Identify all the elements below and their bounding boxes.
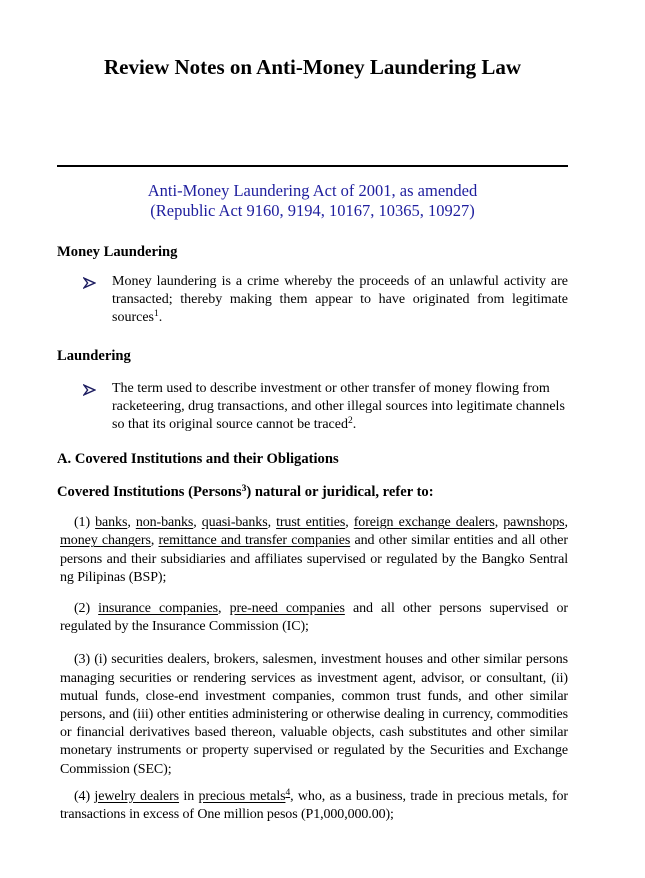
horizontal-rule [57,165,568,167]
subtitle-line-1: Anti-Money Laundering Act of 2001, as amended [147,181,478,200]
heading-covered-institutions: Covered Institutions (Persons$^3$) natural or juridical, refer to: [57,484,434,501]
subtitle [57,181,568,221]
document-title: Review Notes on Anti-Money Laundering Law [103,55,522,79]
heading-laundering: Laundering [57,347,131,364]
covered-item-3: (3) (i) securities dealers, brokers, salesmen, investment houses and other similar persons managing securities or rendering services as investment agent, advisor, or consultant, (ii) mutual funds, close-end investment companies, common trust funds, and other similar persons, and (iii) other entities administering or otherwise dealing in currency, commodities or financial derivatives based thereon, valuable objects, cash substitutes and other similar monetary instruments or property supervised or regulated by the Securities and Exchange Commission (SEC); [60,652,568,777]
bullet-text: Money laundering is a crime whereby the proceeds of an unlawful activity are transacted; thereby making them appear to have originated from legitimate sources$^1$. [112,274,568,326]
covered-item-4: (4) jewelry dealers in precious metals$^4$, who, as a business, trade in precious metals, for transactions in excess of One million pesos (P1,000,000.00); [60,787,568,823]
arrow-right-bullet-icon [83,273,112,328]
covered-item-2: (2) insurance companies, pre-need companies and all other persons supervised or regulated by the Insurance Commission (IC); [60,601,568,635]
bullet-item-money-laundering [83,273,568,328]
bullet-item-laundering [83,380,568,435]
heading-section-a: A. Covered Institutions and their Obligations [57,451,339,468]
subtitle-line-2: (Republic Act 9160, 9194, 10167, 10365, 10927) [150,201,475,220]
heading-money-laundering: Money Laundering [57,244,178,260]
covered-item-1: (1) banks, non-banks, quasi-banks, trust entities, foreign exchange dealers, pawnshops, money changers, remittance and transfer companies and other similar entities and all other persons and their subsidiaries and affiliates supervised or regulated by the Bangko Sentral ng Pilipinas (BSP); [60,515,568,585]
arrow-right-bullet-icon [83,380,112,435]
bullet-text: The term used to describe investment or other transfer of money flowing from racketeering, drug transactions, and other illegal sources into legitimate channels so that its original source cannot be traced$^2$. [112,380,565,433]
